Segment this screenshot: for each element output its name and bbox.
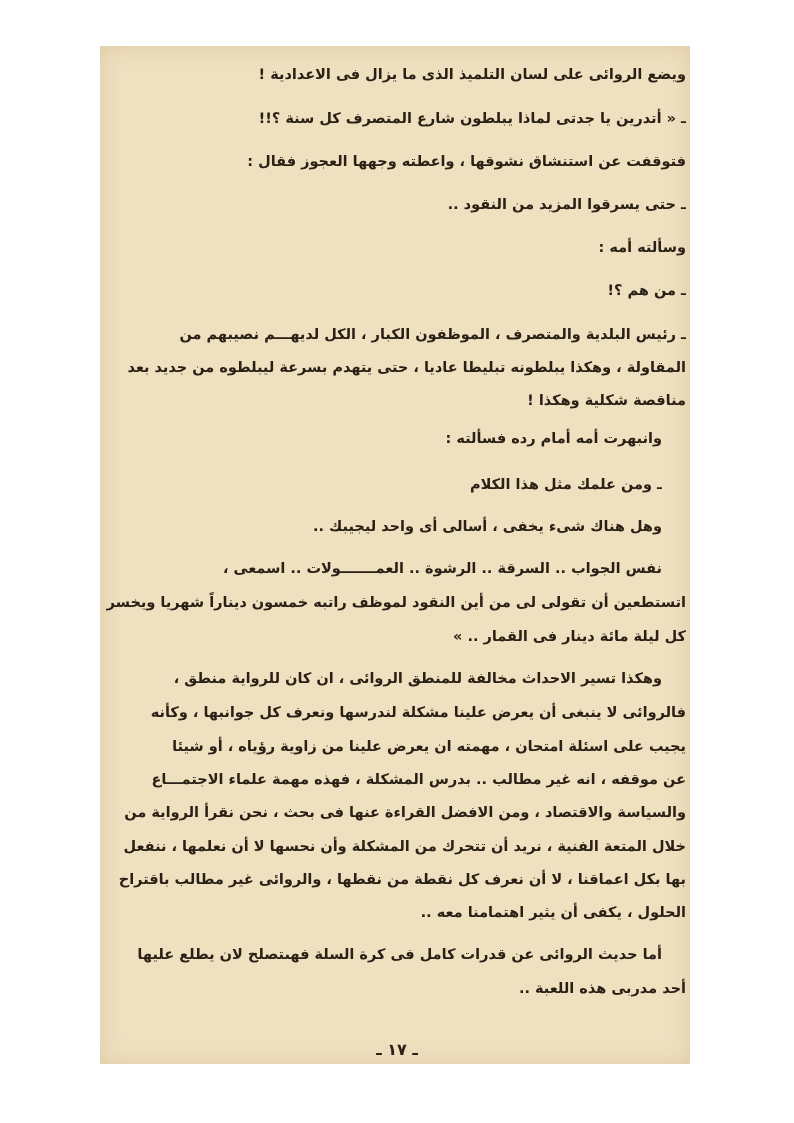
text-line: نفس الجواب .. السرقة .. الرشوة .. العمـــــــولات .. اسمعى ، [222, 561, 662, 577]
text-line: وهكذا تسير الاحداث مخالفة للمنطق الروائى ، ان كان للرواية منطق ، [173, 671, 662, 687]
text-line: ـ من هم ؟! [607, 283, 686, 299]
text-line: ـ ومن علمك مثل هذا الكلام [469, 477, 662, 493]
text-line: والسياسة والاقتصاد ، ومن الافضل القراءة عنها فى بحث ، نحن نقرأ الرواية من [124, 805, 686, 821]
text-line: ويضع الروائى على لسان التلميذ الذى ما يزال فى الاعدادية ! [258, 67, 686, 83]
text-line: فتوقفت عن استنشاق نشوقها ، واعطته وجهها العجوز فقال : [247, 154, 686, 170]
text-line: ـ حتى يسرقوا المزيد من النقود .. [447, 197, 686, 213]
text-line: وسألته أمه : [598, 240, 686, 256]
text-line: ـ « أتدرين يا جدتى لماذا يبلطون شارع المتصرف كل سنة ؟!! [258, 111, 686, 127]
text-line: ـ رئيس البلدية والمتصرف ، الموظفون الكبار ، الكل لديهـــم نصيبهم من [179, 327, 686, 343]
text-line: وانبهرت أمه أمام رده فسألته : [445, 431, 662, 447]
text-line: أما حديث الروائى عن قدرات كامل فى كرة السلة فهىتصلح لان يطلع عليها [137, 947, 662, 963]
text-line: المقاولة ، وهكذا يبلطونه تبليطا عاديا ، حتى يتهدم بسرعة ليبلطوه من جديد بعد [127, 360, 686, 376]
text-line: الحلول ، يكفى أن يثير اهتمامنا معه .. [420, 905, 686, 921]
text-line: أحد مدربى هذه اللعبة .. [518, 981, 686, 997]
text-line: اتستطعين أن تقولى لى من أين النقود لموظف راتبه خمسون ديناراً شهريا ويخسر [106, 595, 686, 611]
text-line: عن موقفه ، انه غير مطالب .. بدرس المشكلة ، فهذه مهمة علماء الاجتمـــاع [151, 772, 686, 788]
text-line: يجيب على اسئلة امتحان ، مهمته ان يعرض علينا من زاوية رؤياه ، أو شيئا [172, 739, 686, 755]
text-line: كل ليلة مائة دينار فى القمار .. » [453, 629, 686, 645]
text-line: بها بكل اعماقنا ، لا أن نعرف كل نقطة من نقطها ، والروائى غير مطالب باقتراح [118, 872, 686, 888]
text-line: فالروائى لا ينبغى أن يعرض علينا مشكلة لندرسها ونعرف كل جوانبها ، وكأنه [150, 705, 686, 721]
page-number: ـ ١٧ ـ [376, 1040, 418, 1059]
text-line: مناقصة شكلية وهكذا ! [527, 393, 686, 409]
text-line: وهل هناك شىء يخفى ، أسالى أى واحد ليجيبك .. [312, 519, 662, 535]
text-line: خلال المتعة الفنية ، نريد أن تتحرك من المشكلة وأن نحسها لا أن نعلمها ، ننفعل [123, 839, 686, 855]
body-text [104, 52, 686, 1052]
